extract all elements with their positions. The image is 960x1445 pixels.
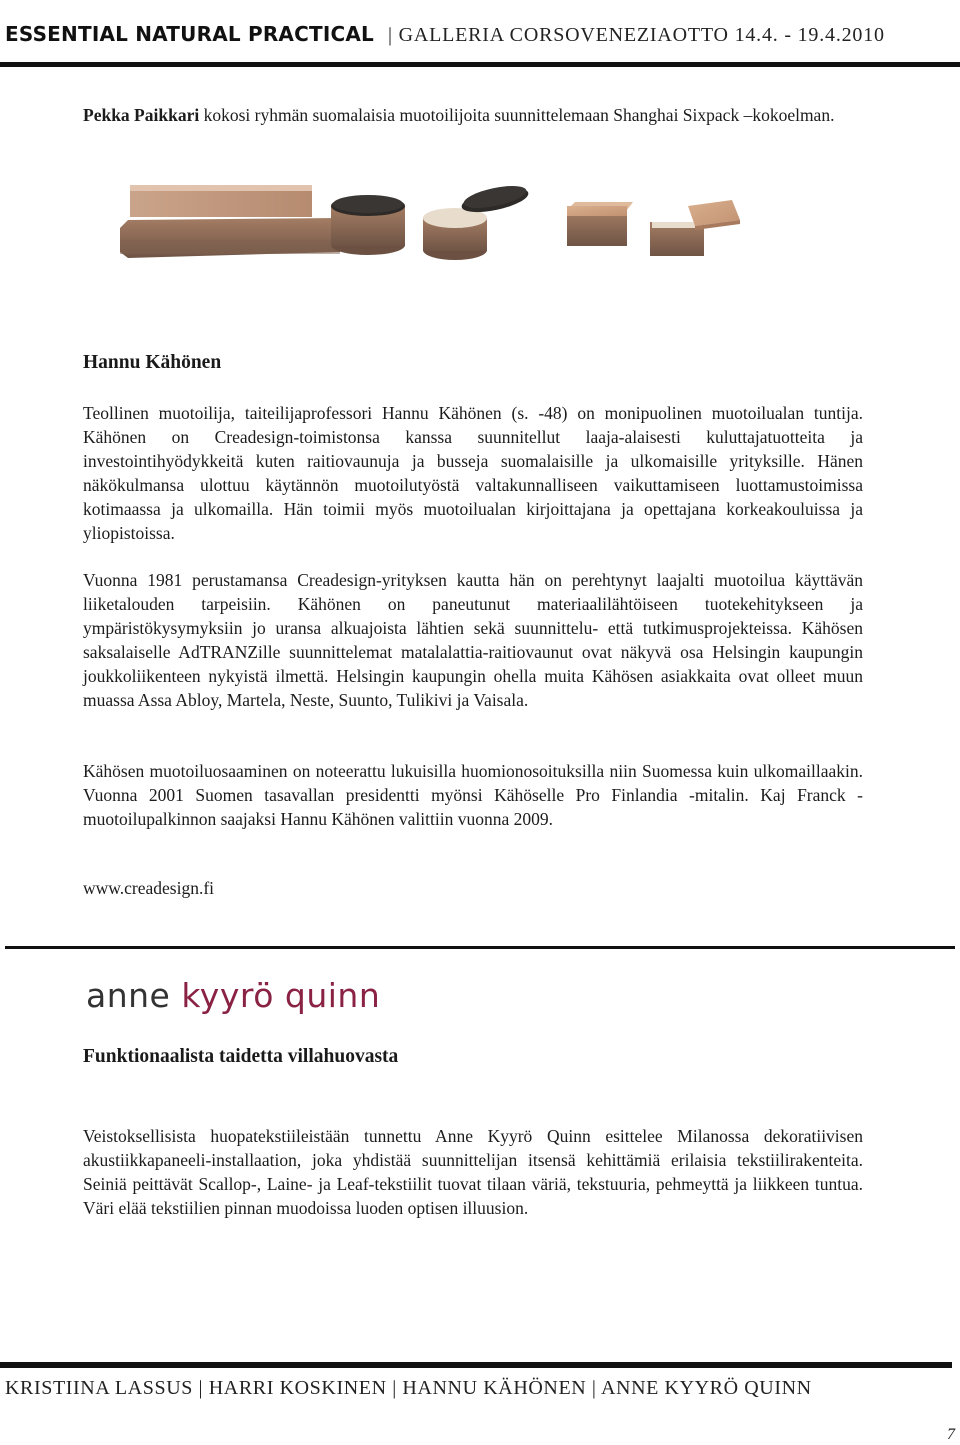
intro-text: kokosi ryhmän suomalaisia muotoilijoita suunnittelemaan Shanghai Sixpack –kokoelman. — [199, 105, 835, 125]
kahonen-paragraph-3: Kähösen muotoiluosaaminen on noteerattu lukuisilla huomionosoituksilla niin Suomessa kuin ulkomaillaakin. Vuonna 2001 Suomen tasavallan presidentti myönsi Kähöselle Pro Finlandia -mitalin. Kaj Franck -muotoilupalkinnon saajaksi Hannu Kähönen valittiin vuonna 2009. — [83, 761, 863, 829]
logo-first-name: anne — [86, 976, 182, 1015]
footer-designers: KRISTIINA LASSUS | HARRI KOSKINEN | HANNU KÄHÖNEN | ANNE KYYRÖ QUINN — [5, 1377, 812, 1399]
page-header — [0, 22, 960, 56]
intro-name: Pekka Paikkari — [83, 105, 200, 125]
exhibition-venue-dates: | GALLERIA CORSOVENEZIAOTTO 14.4. - 19.4.2010 — [388, 24, 885, 46]
creadesign-link[interactable]: www.creadesign.fi — [83, 878, 215, 898]
product-photo — [120, 180, 840, 290]
logo-surname: kyyrö quinn — [181, 976, 381, 1015]
round-box-image — [331, 195, 405, 255]
kahonen-paragraph-1: Teollinen muotoilija, taiteilijaprofessori Hannu Kähönen (s. -48) on monipuolinen muotoilualan tuntija. Kähönen on Creadesign-toimistonsa kanssa suunnitellut laaja-alaisesti kuluttajatuotteita ja investointihyödykkeitä kuten raitiovaunuja ja busseja suomalaisille ja ulkomaisille yrityksille. Hänen näkökulmansa ulottuu käytännön muotoilutyöstä valtakunnalliseen vaikuttamiseen luottamustoimissa kotimaassa ja ulkomailla. Hän toimii myös muotoilualan kirjoittajana ja opettajana korkeakouluissa ja yliopistoissa. — [83, 403, 863, 543]
kahonen-paragraph-2: Vuonna 1981 perustamansa Creadesign-yrityksen kautta hän on perehtynyt laajalti muotoilua käyttävän liiketalouden tarpeisiin. Kähönen on paneutunut materiaalilähtöiseen tuotekehitykseen ja ympäristökysymyksiin jo uransa alkuajoista lähtien sekä suunnittelu- että tutkimusprojekteissa. Kähösen saksalaiselle AdTRANZille suunnittelemat matalalattia-raitiovaunut ovat näkyvä osa Helsingin kaupungin joukkoliikenteen nykyistä ilmettä. Helsingin kaupungin ohella muita Kähösen asiakkaita ovat olleet muun muassa Assa Abloy, Martela, Neste, Suunto, Tulikivi ja Vaisala. — [83, 570, 863, 710]
round-box-open-image — [423, 182, 530, 260]
square-box-image — [567, 202, 633, 246]
long-box-image — [120, 185, 340, 258]
square-box-open-image — [650, 200, 740, 256]
section-heading-kahonen: Hannu Kähönen — [83, 352, 222, 373]
intro-paragraph — [83, 103, 863, 127]
anne-kyyro-quinn-logo — [86, 976, 380, 1015]
footer-rule — [0, 1362, 952, 1368]
header-rule — [0, 62, 960, 67]
exhibition-title: ESSENTIAL NATURAL PRACTICAL — [5, 22, 374, 46]
quinn-paragraph: Veistoksellisista huopatekstiileistään tunnettu Anne Kyyrö Quinn esittelee Milanossa dekoratiivisen akustiikkapaneeli-installaation, joka yhdistää suunnittelijan itsensä kehittämiä erilaisia tekstiilirakenteita. Seiniä peittävät Scallop-, Laine- ja Leaf-tekstiilit tuovat tilaan väriä, tekstuuria, pehmeyttä ja liikkeen tuntua. Väri elää tekstiilien pinnan muodoissa luoden optisen illuusion. — [83, 1126, 863, 1218]
page-number: 7 — [947, 1426, 955, 1443]
section-divider — [5, 946, 955, 949]
section-heading-quinn: Funktionaalista taidetta villahuovasta — [83, 1046, 399, 1067]
